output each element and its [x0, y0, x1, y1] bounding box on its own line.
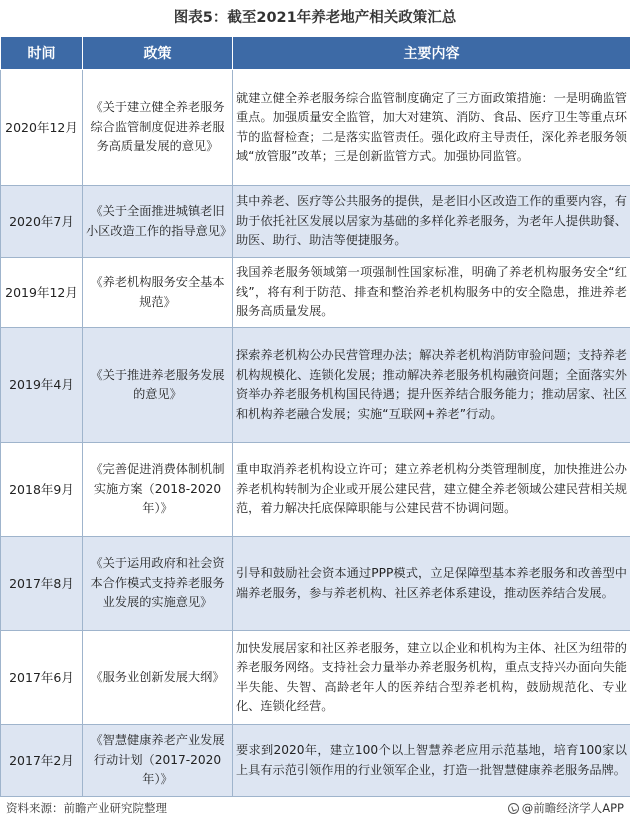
row-date: 2019年12月 — [1, 258, 83, 328]
footer — [0, 797, 630, 819]
row-policy: 《关于运用政府和社会资本合作模式支持养老服务业发展的实施意见》 — [83, 537, 233, 631]
policy-table — [0, 36, 630, 797]
row-policy: 《关于推进养老服务发展的意见》 — [83, 328, 233, 443]
brand-logo-icon — [508, 803, 519, 814]
table-row — [1, 70, 630, 186]
row-date: 2020年7月 — [1, 186, 83, 258]
table-row — [1, 537, 630, 631]
row-date: 2017年8月 — [1, 537, 83, 631]
row-content: 就建立健全养老服务综合监管制度确定了三方面政策措施：一是明确监管重点。加强质量安全监管，加大对建筑、消防、食品、医疗卫生等重点环节的监督检查；二是落实监管责任。强化政府主导责任，深化养老服务领域“放管服”改革；三是创新监管方式。加强协同监管。 — [233, 70, 630, 186]
header-time: 时间 — [1, 37, 83, 70]
source-note: 资料来源：前瞻产业研究院整理 — [6, 801, 167, 815]
row-date: 2018年9月 — [1, 443, 83, 537]
table-title: 图表5：截至2021年养老地产相关政策汇总 — [173, 10, 457, 26]
row-policy: 《智慧健康养老产业发展行动计划（2017-2020年）》 — [83, 725, 233, 797]
row-content: 重申取消养老机构设立许可；建立养老机构分类管理制度，加快推进公办养老机构转制为企业或开展公建民营，建立健全养老领域公建民营相关规范，着力解决托底保障职能与公建民营不协调问题。 — [233, 443, 630, 537]
row-content: 加快发展居家和社区养老服务，建立以企业和机构为主体、社区为纽带的养老服务网络。支持社会力量举办养老服务机构，重点支持兴办面向失能半失能、失智、高龄老年人的医养结合型养老机构，鼓励规范化、专业化、连锁化经营。 — [233, 631, 630, 725]
row-policy: 《服务业创新发展大纲》 — [83, 631, 233, 725]
table-row — [1, 258, 630, 328]
row-date: 2019年4月 — [1, 328, 83, 443]
table-row — [1, 328, 630, 443]
row-policy: 《养老机构服务安全基本规范》 — [83, 258, 233, 328]
row-policy: 《关于全面推进城镇老旧小区改造工作的指导意见》 — [83, 186, 233, 258]
row-policy: 《完善促进消费体制机制实施方案（2018-2020年）》 — [83, 443, 233, 537]
header-policy: 政策 — [83, 37, 233, 70]
row-date: 2020年12月 — [1, 70, 83, 186]
row-content: 要求到2020年，建立100个以上智慧养老应用示范基地，培育100家以上具有示范引领作用的行业领军企业，打造一批智慧健康养老服务品牌。 — [233, 725, 630, 797]
table-row — [1, 443, 630, 537]
table-header-row — [1, 37, 630, 70]
table-row — [1, 725, 630, 797]
brand-credit — [508, 800, 624, 816]
row-content: 我国养老服务领域第一项强制性国家标准，明确了养老机构服务安全“红线”，将有利于防范、排查和整治养老机构服务中的安全隐患，推进养老服务高质量发展。 — [233, 258, 630, 328]
row-date: 2017年6月 — [1, 631, 83, 725]
brand-text: @前瞻经济学人APP — [521, 801, 624, 815]
row-policy: 《关于建立健全养老服务综合监管制度促进养老服务高质量发展的意见》 — [83, 70, 233, 186]
row-content: 其中养老、医疗等公共服务的提供，是老旧小区改造工作的重要内容，有助于依托社区发展以居家为基础的多样化养老服务，为老年人提供助餐、助医、助行、助洁等便捷服务。 — [233, 186, 630, 258]
row-content: 引导和鼓励社会资本通过PPP模式，立足保障型基本养老服务和改善型中端养老服务，参与养老机构、社区养老体系建设，推动医养结合发展。 — [233, 537, 630, 631]
header-content: 主要内容 — [233, 37, 630, 70]
table-row — [1, 186, 630, 258]
table-row — [1, 631, 630, 725]
row-date: 2017年2月 — [1, 725, 83, 797]
row-content: 探索养老机构公办民营管理办法；解决养老机构消防审验问题；支持养老机构规模化、连锁化发展；推动解决养老服务机构融资问题；全面落实外资举办养老服务机构国民待遇；提升医养结合服务能力；推动居家、社区和机构养老融合发展；实施“互联网+养老”行动。 — [233, 328, 630, 443]
